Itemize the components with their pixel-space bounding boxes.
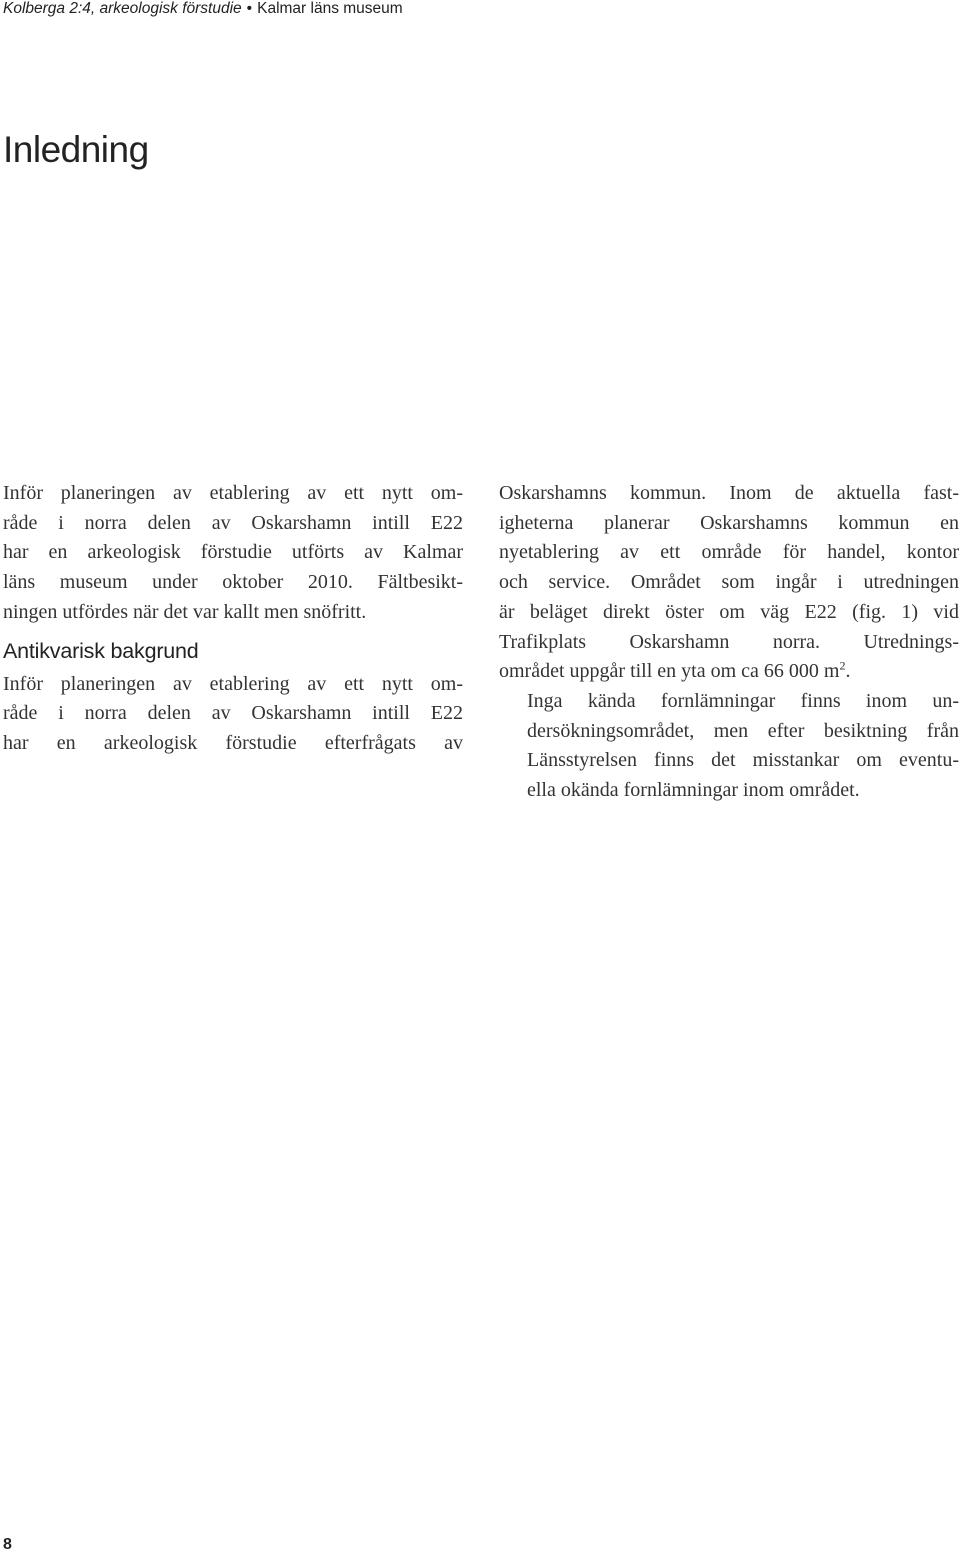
section-line: igheterna planerar Oskarshamns kommun en [499, 511, 959, 534]
section-line: ella okända fornlämningar inom området. [527, 779, 860, 802]
area-end: . [845, 660, 851, 683]
section-line: har en arkeologisk förstudie efterfrågats av [3, 731, 463, 754]
running-header [3, 0, 403, 18]
header-organization: Kalmar läns museum [257, 0, 403, 17]
section-line-area [499, 657, 959, 687]
section-line: Inga kända fornlämningar finns inom un- [527, 689, 959, 712]
intro-line: läns museum under oktober 2010. Fältbesikt- [3, 571, 463, 594]
section-line: dersökningsområdet, men efter besiktning från [527, 719, 959, 742]
section-line: Oskarshamns kommun. Inom de aktuella fast- [499, 482, 959, 504]
left-column [3, 479, 463, 759]
chapter-title: Inledning [3, 129, 149, 170]
section-paragraph-start [3, 670, 463, 759]
page-number: 8 [3, 1536, 12, 1553]
area-text: området uppgår till en yta om ca 66 000 m [499, 660, 840, 683]
section-line: och service. Området som ingår i utredningen [499, 571, 959, 594]
area-superscript: 2 [839, 658, 846, 673]
section-line: nyetablering av ett område för handel, kontor [499, 541, 959, 564]
section-line: råde i norra delen av Oskarshamn intill E22 [3, 702, 463, 725]
right-column [499, 479, 959, 806]
section-heading: Antikvarisk bakgrund [3, 638, 199, 663]
section-line: Trafikplats Oskarshamn norra. Utrednings- [499, 630, 959, 653]
intro-paragraph [3, 479, 463, 628]
intro-line: Inför planeringen av etablering av ett nytt om- [3, 482, 463, 504]
section-line: är beläget direkt öster om väg E22 (fig. 1) vid [499, 600, 959, 623]
intro-line: råde i norra delen av Oskarshamn intill E22 [3, 511, 463, 534]
section-line: Inför planeringen av etablering av ett nytt om- [3, 672, 463, 695]
intro-line: har en arkeologisk förstudie utförts av Kalmar [3, 541, 463, 564]
header-separator: • [246, 0, 253, 17]
section-paragraph-2 [499, 687, 959, 806]
intro-line: ningen utfördes när det var kallt men snöfritt. [3, 600, 367, 623]
header-document-title: Kolberga 2:4, arkeologisk förstudie [3, 0, 242, 17]
section-line: Länsstyrelsen finns det misstankar om eventu- [527, 749, 959, 772]
section-paragraph-continued [499, 479, 959, 687]
